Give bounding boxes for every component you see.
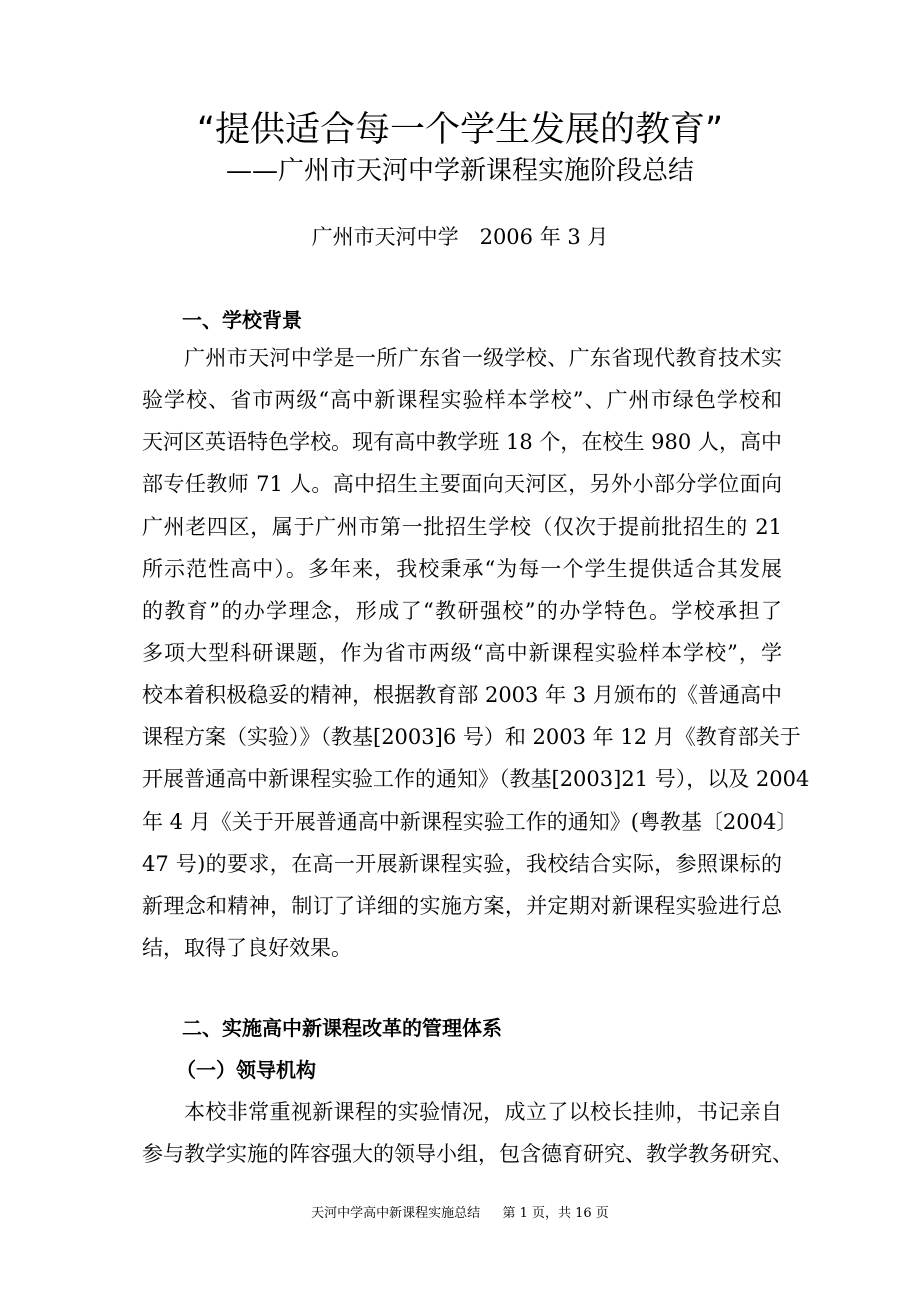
- paragraph-line: 多项大型科研课题，作为省市两级“高中新课程实验样本学校”，学: [142, 641, 782, 665]
- paragraph-line: 年 4 月《关于开展普通高中新课程实验工作的通知》(粤教基〔2004〕: [142, 810, 798, 834]
- paragraph-line: 47 号)的要求，在高一开展新课程实验，我校结合实际，参照课标的: [142, 852, 782, 876]
- paragraph-line: 所示范性高中）。多年来，我校秉承“为每一个学生提供适合其发展: [142, 557, 782, 581]
- document-subtitle: ——广州市天河中学新课程实施阶段总结: [225, 156, 694, 186]
- section-heading-management-system: 二、实施高中新课程改革的管理体系: [182, 1016, 502, 1040]
- paragraph-line: 天河区英语特色学校。现有高中教学班 18 个，在校生 980 人，高中: [142, 430, 782, 454]
- section-heading-school-background: 一、学校背景: [182, 308, 302, 332]
- paragraph-line: 新理念和精神，制订了详细的实施方案，并定期对新课程实验进行总: [142, 894, 782, 918]
- paragraph-line: 广州市天河中学是一所广东省一级学校、广东省现代教育技术实: [184, 346, 782, 370]
- paragraph-line: 课程方案（实验）》（教基[2003]6 号）和 2003 年 12 月《教育部关于: [142, 725, 801, 749]
- subsection-heading-leadership: （一）领导机构: [176, 1058, 316, 1082]
- paragraph-line: 参与教学实施的阵容强大的领导小组，包含德育研究、教学教务研究、: [142, 1142, 793, 1166]
- paragraph-line: 本校非常重视新课程的实验情况，成立了以校长挂帅，书记亲自: [184, 1100, 782, 1124]
- paragraph-line: 的教育”的办学理念，形成了“教研强校”的办学特色。学校承担了: [142, 599, 782, 623]
- page-footer: [0, 1204, 920, 1224]
- document-title: “提供适合每一个学生发展的教育”: [196, 110, 724, 150]
- document-byline: 广州市天河中学 2006 年 3 月: [311, 225, 609, 249]
- paragraph-line: 校本着积极稳妥的精神，根据教育部 2003 年 3 月颁布的《普通高中: [142, 683, 782, 707]
- paragraph-line: 开展普通高中新课程实验工作的通知》（教基[2003]21 号），以及 2004: [142, 767, 810, 791]
- paragraph-line: 部专任教师 71 人。高中招生主要面向天河区，另外小部分学位面向: [142, 472, 782, 496]
- footer-document-name: 天河中学高中新课程实施总结: [311, 1206, 481, 1221]
- paragraph-line: 结，取得了良好效果。: [142, 936, 352, 960]
- paragraph-line: 广州老四区，属于广州市第一批招生学校（仅次于提前批招生的 21: [142, 515, 782, 539]
- paragraph-line: 验学校、省市两级“高中新课程实验样本学校”、广州市绿色学校和: [142, 388, 782, 412]
- footer-page-number: 第 1 页，共 16 页: [502, 1206, 609, 1221]
